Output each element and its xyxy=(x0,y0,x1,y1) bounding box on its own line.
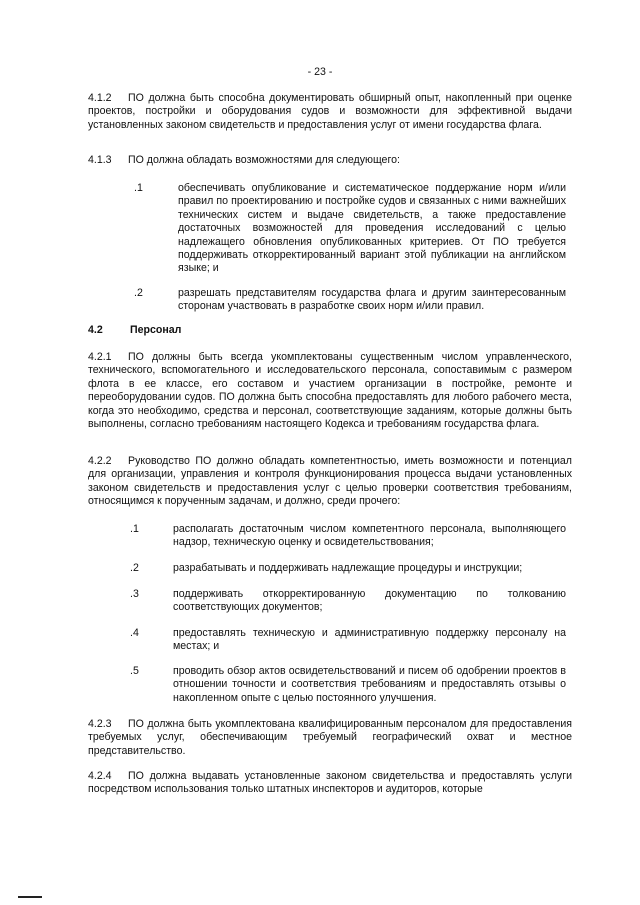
list-item-text: поддерживать откорректированную документацию по толкованию соответствующих документов; xyxy=(173,588,566,614)
list-item-number: .4 xyxy=(130,627,139,639)
paragraph-number: 4.1.3 xyxy=(88,154,112,166)
section-number: 4.2 xyxy=(88,324,103,336)
paragraph-number: 4.2.2 xyxy=(88,455,112,467)
list-item-text: располагать достаточным числом компетентного персонала, выполняющего надзор, техническую оценку и освидетельствования; xyxy=(173,523,566,549)
paragraph-text: Руководство ПО должно обладать компетентностью, иметь возможности и потенциал для организации, управления и контроля функционирования процесса выдачи установленных законом свидетельств и предоставления услуг с целью проверки соответствия требованиям, относящимся к порученным задачам, и должно, среди прочего: xyxy=(88,455,572,508)
list-item-number: .1 xyxy=(134,182,143,194)
list-item-number: .2 xyxy=(130,562,139,574)
paragraph-text: ПО должна быть укомплектована квалифицированным персоналом для предоставления требуемых услуг, обеспечивающим требуемый географический охват и местное представительство. xyxy=(88,718,572,757)
list-item-text: разрабатывать и поддерживать надлежащие процедуры и инструкции; xyxy=(173,562,523,574)
paragraph-4-2-3 xyxy=(88,718,572,758)
paragraph-text: ПО должна обладать возможностями для следующего: xyxy=(128,154,400,166)
list-item-number: .3 xyxy=(130,588,139,600)
section-heading xyxy=(88,324,181,337)
list-item-text: проводить обзор актов освидетельствований и писем об одобрении проектов в отношении точности и соответствия требованиям и предоставлять отзывы о накопленном опыте с целью постоянного улучшения. xyxy=(173,665,566,704)
list-item-number: .1 xyxy=(130,523,139,535)
paragraph-text: ПО должны быть всегда укомплектованы существенным числом управленческого, технического, вспомогательного и исследовательского персонала, сопоставимым с размером флота в ее классе, его составом и участием организации в постройке, ремонте и переоборудовании судов. ПО должна быть способна предоставлять для любого рабочего места, когда это необходимо, средства и персонал, соответствующие заданиям, которые должны быть выполнены, согласно требованиям настоящего Кодекса и требованиям государства флага. xyxy=(88,351,572,431)
list-item-text: обеспечивать опубликование и систематическое поддержание норм и/или правил по проектированию и постройке судов и связанных с ними важнейших технических систем и выдаче свидетельств, а также предоставление достаточных возможностей для проведения исследований с целью надлежащего обновления опубликованных критериев. От ПО требуется поддерживать откорректированный вариант этой публикации на английском языке; и xyxy=(178,182,566,275)
paragraph-4-2-4 xyxy=(88,770,572,797)
paragraph-4-2-2 xyxy=(88,455,572,509)
paragraph-4-2-1 xyxy=(88,351,572,431)
paragraph-number: 4.2.4 xyxy=(88,770,112,782)
scan-edge-mark xyxy=(18,896,42,898)
list-item-number: .2 xyxy=(134,287,143,299)
list-item-number: .5 xyxy=(130,665,139,677)
paragraph-text: ПО должна быть способна документировать обширный опыт, накопленный при оценке проектов, постройки и оборудования судов и возможности для эффективной выдачи установленных законом свидетельств и предоставления услуг от имени государства флага. xyxy=(88,92,572,131)
list-item-text: разрешать представителям государства флага и другим заинтересованным сторонам участвовать в разработке своих норм и/или правил. xyxy=(178,287,566,313)
paragraph-number: 4.1.2 xyxy=(88,92,112,104)
page-number: - 23 - xyxy=(307,66,333,78)
paragraph-text: ПО должна выдавать установленные законом свидетельства и предоставлять услуги посредством использования только штатных инспекторов и аудиторов, которые xyxy=(88,770,572,796)
paragraph-4-1-2 xyxy=(88,92,572,132)
list-item-text: предоставлять техническую и административную поддержку персоналу на местах; и xyxy=(173,627,566,653)
paragraph-number: 4.2.3 xyxy=(88,718,112,730)
section-title: Персонал xyxy=(130,324,182,336)
paragraph-4-1-3 xyxy=(88,154,572,167)
paragraph-number: 4.2.1 xyxy=(88,351,112,363)
